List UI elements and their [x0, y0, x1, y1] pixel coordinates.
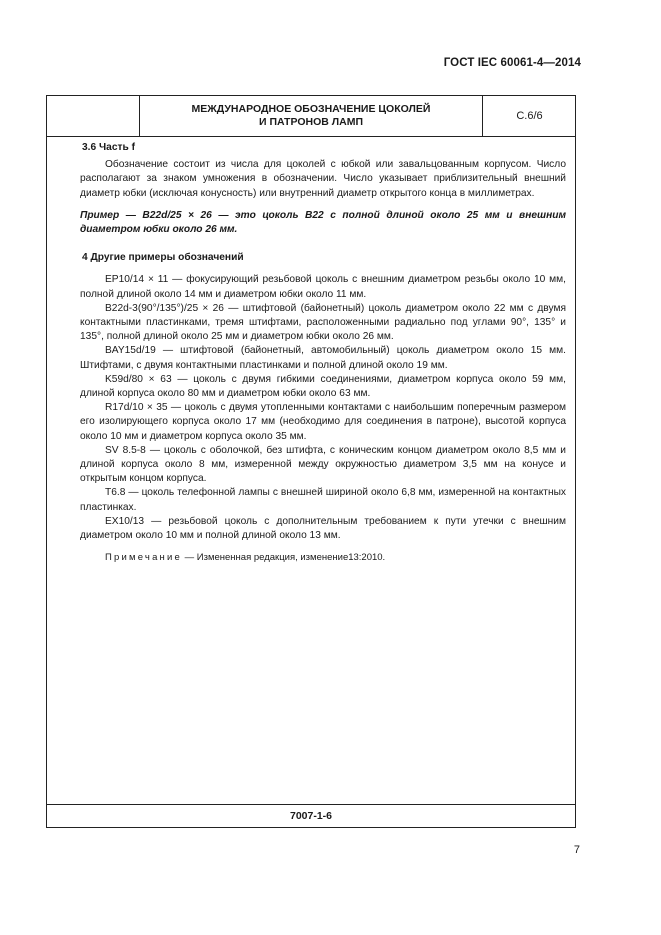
sheet-header-row — [47, 96, 575, 137]
standard-designation: ГОСТ IEC 60061-4—2014 — [443, 57, 581, 69]
note-label: Примечание — [105, 552, 182, 564]
section-4-heading: 4 Другие примеры обозначений — [82, 252, 244, 264]
header-title-cell — [140, 96, 483, 136]
section-3-6-heading: 3.6 Часть f — [82, 142, 135, 153]
sheet-frame — [46, 95, 576, 828]
header-title-line2: И ПАТРОНОВ ЛАМП — [258, 116, 363, 128]
sheet-content — [80, 141, 566, 565]
sheet-footer-code: 7007-1-6 — [47, 804, 575, 827]
header-sheet-number: С.6/6 — [516, 110, 543, 122]
list-item: R17d/10 × 35 — цоколь с двумя утопленными контактами с наибольшим поперечным размером его изолирующего корпуса около 17 мм (необходимо для соединения в патроне), высотой корпуса около 10 мм и диаметром корпуса около 35 мм. — [80, 402, 566, 442]
list-item: K59d/80 × 63 — цоколь с двумя гибкими соединениями, диаметром корпуса около 59 мм, длиной корпуса около 80 мм и диаметром юбки около 63 мм. — [80, 373, 566, 400]
note — [80, 551, 566, 565]
header-title-line1: МЕЖДУНАРОДНОЕ ОБОЗНАЧЕНИЕ ЦОКОЛЕЙ — [191, 103, 431, 115]
list-item: T6.8 — цоколь телефонной лампы с внешней шириной около 6,8 мм, измеренной на контактных пластинках. — [80, 487, 566, 513]
section-3-6-example: Пример — B22d/25 × 26 — это цоколь B22 с полной длиной около 25 мм и внешним диаметром юбки около 26 мм. — [80, 209, 566, 236]
list-item: EX10/13 — резьбовой цоколь с дополнительным требованием к пути утечки с внешним диаметром около 10 мм и полной длиной около 13 мм. — [80, 515, 566, 542]
header-empty-cell — [47, 96, 140, 136]
note-text: — Измененная редакция, изменение13:2010. — [182, 552, 386, 564]
list-item: B22d-3(90°/135°)/25 × 26 — штифтовой (байонетный) цоколь диаметром около 22 мм с двумя контактными пластинками, тремя штифтами, расположенными радиально под углами 90°, 135° и 135°, полной длиной около 25 мм и диаметром юбки около 26 мм. — [80, 302, 566, 343]
page-number: 7 — [573, 844, 580, 856]
list-item: SV 8.5-8 — цоколь с оболочкой, без штифта, с коническим концом диаметром около 8,5 мм и длиной корпуса около 8 мм, измеренной между окружностью диаметром 3,5 мм на конусе и открытым концом корпуса. — [80, 444, 566, 485]
list-item: EP10/14 × 11 — фокусирующий резьбовой цоколь с внешним диаметром резьбы около 10 мм, полной длиной около 14 мм и диаметром юбки около 11 мм. — [80, 274, 566, 300]
list-item: BAY15d/19 — штифтовой (байонетный, автомобильный) цоколь диаметром около 15 мм. Штифтами, с двумя контактными пластинками и полной длиной около 19 мм. — [80, 345, 566, 371]
section-3-6-paragraph: Обозначение состоит из числа для цоколей с юбкой или завальцованным корпусом. Число располагают за знаком умножения в обозначении. Число указывает приблизительный внешний диаметр юбки (исключая конусность) или внутренний диаметр открытого конца в миллиметрах. — [80, 159, 566, 199]
